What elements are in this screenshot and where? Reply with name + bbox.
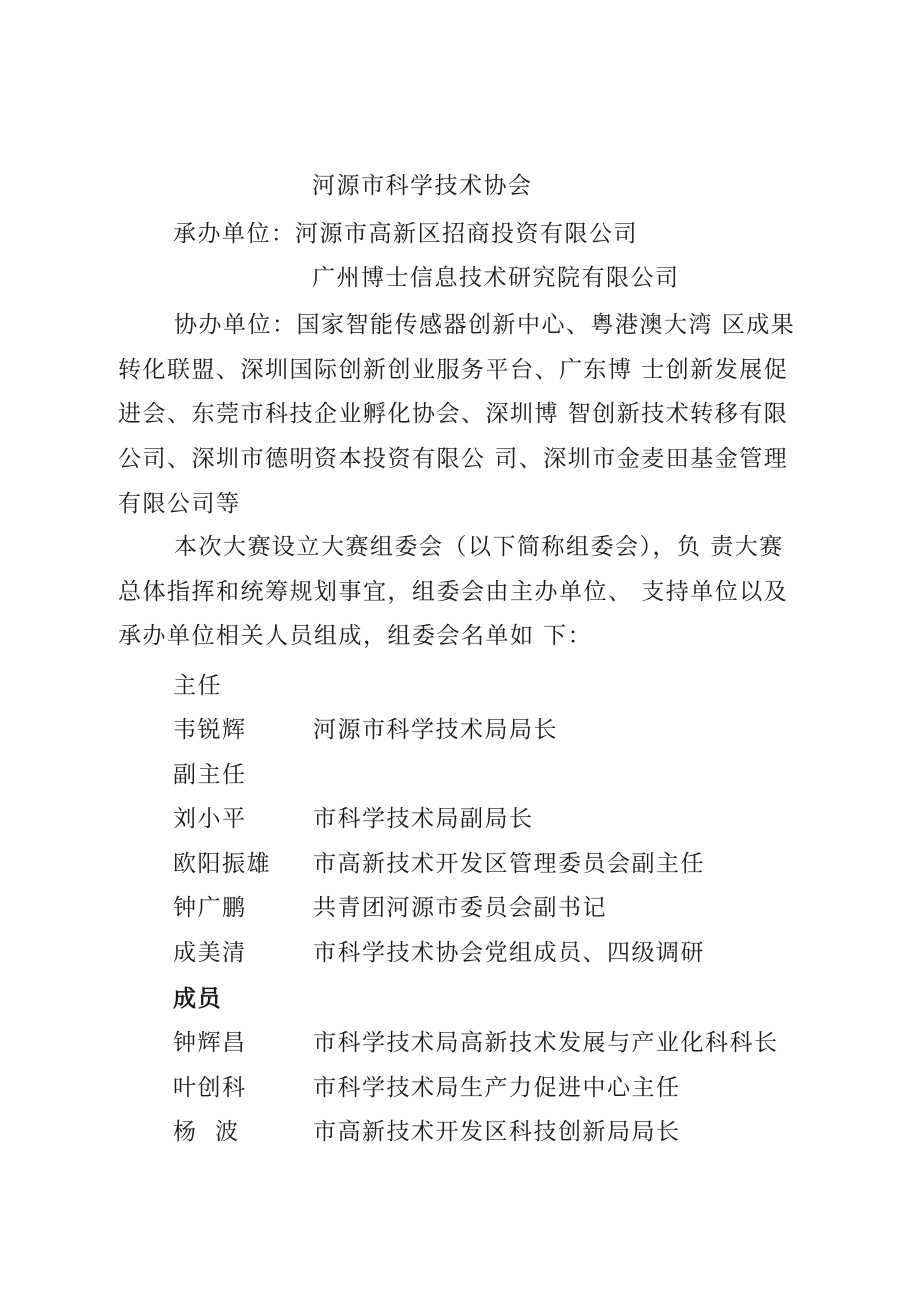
deputy-name: 成美清 [173, 940, 247, 966]
host-name-1: 河源市高新区招商投资有限公司 [295, 221, 638, 247]
member-name: 叶创科 [173, 1075, 247, 1101]
members-heading: 成员 [173, 986, 222, 1012]
host-label: 承办单位： [173, 221, 296, 247]
assist-units-paragraph: 协办单位：国家智能传感器创新中心、粤港澳大湾 区成果转化联盟、深圳国际创新创业服务平台、广东博 士创新发展促进会、东莞市科技企业孵化协会、深圳博 智创新技术转移有限公司、深圳市德明资本投资有限公 司、深圳市金麦田基金管理有限公司等 [118, 312, 796, 517]
deputy-title: 市高新技术开发区管理委员会副主任 [313, 851, 705, 877]
committee-intro-paragraph: 本次大赛设立大赛组委会（以下简称组委会），负 责大赛总体指挥和统筹规划事宜，组委会由主办单位、 支持单位以及承办单位相关人员组成，组委会名单如 下： [118, 534, 789, 650]
director-title: 河源市科学技术局局长 [313, 717, 558, 743]
member-title: 市科学技术局生产力促进中心主任 [313, 1075, 681, 1101]
member-title: 市科学技术局高新技术发展与产业化科科长 [313, 1030, 779, 1056]
deputy-name: 欧阳振雄 [173, 851, 271, 877]
host-name-2: 广州博士信息技术研究院有限公司 [312, 265, 680, 291]
deputy-heading: 副主任 [173, 762, 247, 788]
member-title: 市高新技术开发区科技创新局局长 [313, 1119, 681, 1145]
deputy-name: 刘小平 [173, 806, 247, 832]
member-name: 钟辉昌 [173, 1030, 247, 1056]
deputy-title: 市科学技术局副局长 [313, 806, 534, 832]
deputy-title: 共青团河源市委员会副书记 [313, 895, 607, 921]
deputy-name: 钟广鹏 [173, 895, 247, 921]
deputy-title: 市科学技术协会党组成员、四级调研 [313, 940, 705, 966]
organizer-name: 河源市科学技术协会 [312, 173, 533, 199]
director-heading: 主任 [173, 673, 222, 699]
director-name: 韦锐辉 [173, 717, 247, 743]
member-name: 杨 波 [173, 1119, 240, 1145]
